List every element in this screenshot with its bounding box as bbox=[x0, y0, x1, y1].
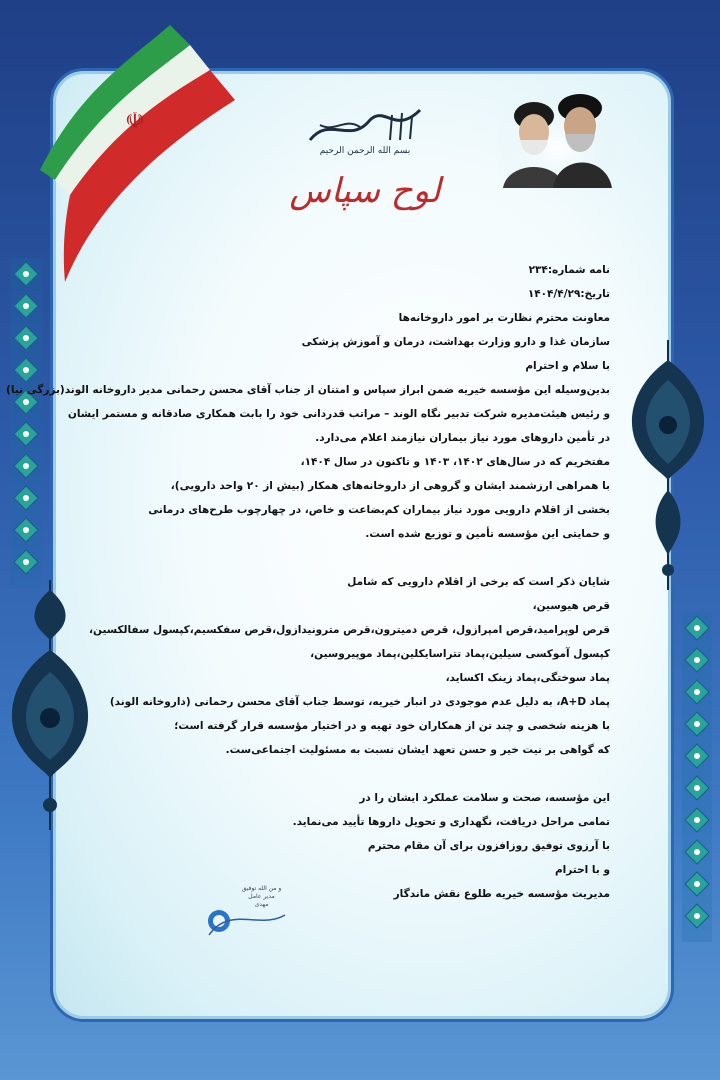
closing-line-1: با آرزوی توفیق روزافزون برای آن مقام محترم bbox=[367, 840, 610, 852]
paragraph-3-line-5: پماد سوختگی،پماد زینک اکساید، bbox=[445, 672, 610, 684]
paragraph-3-line-2: قرص هیوسین، bbox=[532, 600, 610, 612]
page-title: لوح سپاس bbox=[289, 171, 441, 211]
letter-number: نامه شماره:۲۳۴ bbox=[528, 264, 610, 276]
paragraph-4-line-1: این مؤسسه، صحت و سلامت عملکرد ایشان را در bbox=[359, 792, 610, 804]
stamp-line-1: و من الله توفیق bbox=[241, 885, 282, 892]
svg-text:☫: ☫ bbox=[125, 109, 145, 134]
flag-ribbon bbox=[20, 20, 250, 290]
paragraph-3-line-6: پماد A+D، به دلیل عدم موجودی در انبار خیریه، توسط جناب آقای محسن رحمانی (داروخانه الوند) bbox=[109, 696, 610, 708]
recipient-line-1: معاونت محترم نظارت بر امور داروخانه‌ها bbox=[398, 312, 610, 324]
paragraph-1-line-1: بدین‌وسیله این مؤسسه خیریه ضمن ابراز سپاس و امتنان از جناب آقای محسن رحمانی مدیر داروخانه الوند(بزرگی نیا) bbox=[6, 384, 610, 396]
paragraph-1-line-2: و رئیس هیئت‌مدیره شرکت تدبیر نگاه الوند – مراتب قدردانی خود را بابت همکاری صادقانه و مستمر ایشان bbox=[67, 408, 610, 420]
portrait-photo bbox=[498, 88, 616, 188]
paragraph-3-line-7: با هزینه شخصی و چند تن از همکاران خود تهیه و در اختیار مؤسسه قرار گرفته است؛ bbox=[174, 720, 610, 732]
letter-body bbox=[6, 258, 610, 906]
paragraph-3-line-1: شایان ذکر است که برخی از اقلام دارویی که شامل bbox=[347, 576, 610, 588]
paragraph-3-line-4: کپسول آموکسی سیلین،پماد تتراسایکلین،پماد موپیروسین، bbox=[310, 648, 610, 660]
paragraph-1-line-3: در تأمین داروهای مورد نیاز بیماران نیازمند اعلام می‌دارد. bbox=[315, 432, 610, 444]
paragraph-2-line-4: و حمایتی این مؤسسه تأمین و توزیع شده است. bbox=[365, 528, 610, 540]
closing-line-2: و با احترام bbox=[554, 864, 610, 876]
right-islamic-ornament bbox=[620, 340, 715, 590]
basmala-calligraphy bbox=[300, 95, 430, 155]
paragraph-2-line-1: مفتخریم که در سال‌های ۱۴۰۲، ۱۴۰۳ و تاکنون در سال ۱۴۰۴، bbox=[300, 456, 610, 468]
left-islamic-ornament bbox=[2, 580, 97, 830]
basmala-text: بسم الله الرحمن الرحیم bbox=[319, 146, 411, 156]
right-decorative-strip bbox=[682, 612, 712, 942]
paragraph-3-line-3: قرص لوپرامید،قرص امپرازول، قرص دمیترون،قرص مترونیدازول،قرص سفکسیم،کپسول سفالکسین، bbox=[89, 624, 610, 636]
paragraph-2-line-2: با همراهی ارزشمند ایشان و گروهی از داروخانه‌های همکار (بیش از ۲۰ واحد دارویی)، bbox=[170, 480, 610, 492]
recipient-line-2: سازمان غذا و دارو وزارت بهداشت، درمان و آموزش پزشکی bbox=[301, 336, 610, 348]
stamp-line-3: مهدی bbox=[254, 901, 269, 908]
paragraph-2-line-3: بخشی از اقلام دارویی مورد نیاز بیماران کم‌بضاعت و خاص، در چهارچوب طرح‌های درمانی bbox=[148, 504, 610, 516]
left-decorative-strip bbox=[10, 258, 42, 588]
paragraph-4-line-2: تمامی مراحل دریافت، نگهداری و تحویل داروها تأیید می‌نماید. bbox=[292, 816, 610, 828]
paragraph-3-line-8: که گواهی بر نیت خیر و حسن تعهد ایشان نسبت به مسئولیت اجتماعی‌ست. bbox=[225, 744, 610, 756]
title-lowh-sepas bbox=[289, 150, 441, 230]
signature-line: مدیریت مؤسسه خیریه طلوع نقش ماندگار bbox=[393, 888, 610, 900]
letter-date: تاریخ:۱۴۰۴/۴/۲۹ bbox=[527, 288, 610, 300]
greeting: با سلام و احترام bbox=[525, 360, 610, 372]
stamp-line-2: مدیر عامل bbox=[248, 893, 275, 900]
